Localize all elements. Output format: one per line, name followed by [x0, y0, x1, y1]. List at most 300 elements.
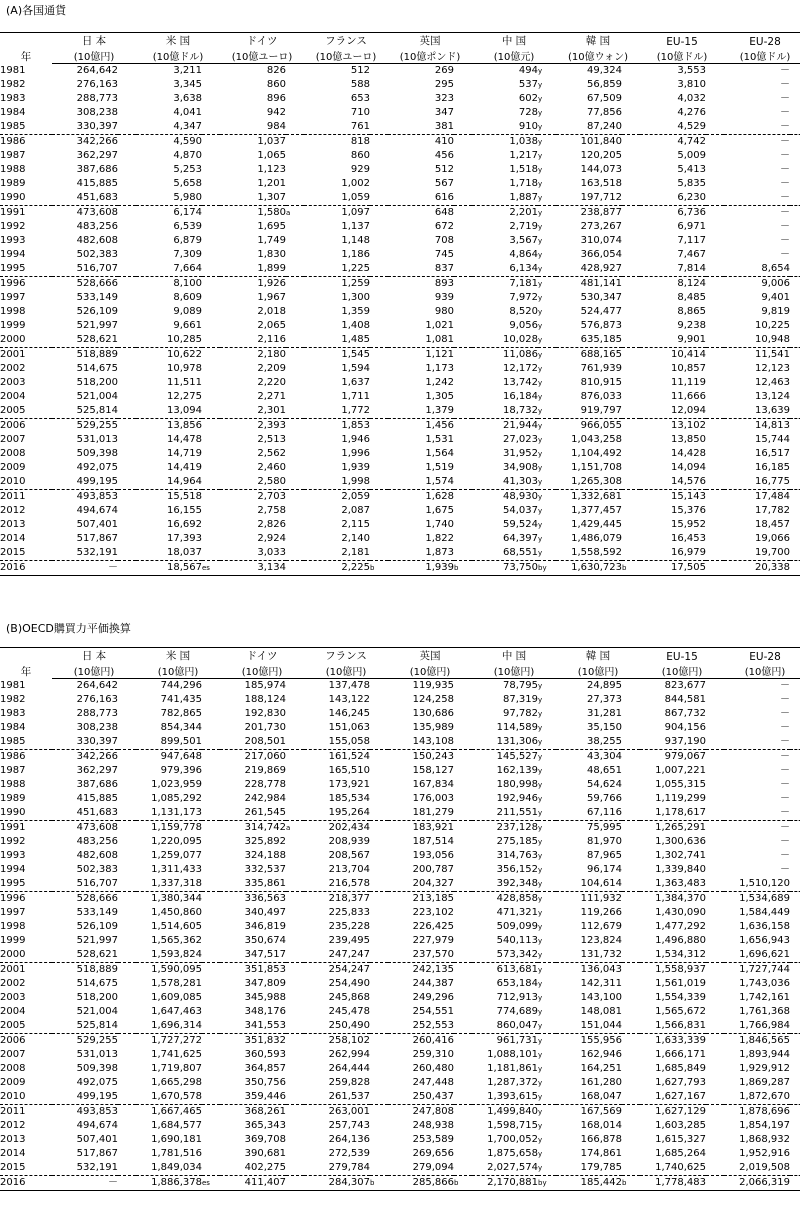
value-cell: 1,670,578: [136, 1090, 202, 1105]
note-mark: [118, 404, 136, 419]
note-mark: [286, 863, 304, 877]
note-mark: [790, 404, 800, 419]
table-row: [0, 1119, 800, 1133]
note-mark: [706, 1147, 724, 1161]
value-cell: 823,677: [664, 680, 707, 691]
table-row: [0, 1147, 800, 1161]
note-mark: [706, 504, 724, 518]
year-cell: 1994: [0, 249, 26, 260]
value-cell: 1,690,181: [151, 1134, 202, 1145]
value-cell: 2,703: [257, 491, 286, 502]
value-cell: 356,152: [496, 864, 539, 875]
value-cell: 8,865: [677, 306, 707, 317]
note-mark: [790, 679, 800, 694]
value-cell: 1,265,308: [556, 475, 622, 490]
note-mark: [454, 1005, 472, 1019]
value-cell: 1,718: [509, 178, 539, 189]
year-cell: 1995: [0, 262, 52, 277]
note-mark: [706, 348, 724, 363]
table-row: [0, 319, 800, 333]
value-cell: 269,656: [412, 1148, 455, 1159]
note-mark: [118, 721, 136, 735]
note-mark: [286, 806, 304, 821]
note-mark: [622, 191, 640, 206]
note-mark: [790, 475, 800, 490]
note-mark: [622, 1019, 640, 1034]
note-mark: b: [454, 1176, 472, 1191]
note-mark: [454, 693, 472, 707]
value-cell: 1,337,318: [136, 877, 202, 892]
note-mark: [706, 707, 724, 721]
value-cell: 2,180: [257, 349, 286, 360]
note-mark: [202, 1034, 220, 1049]
value-cell: 136,043: [580, 964, 623, 975]
value-cell: 471,321: [496, 907, 539, 918]
note-mark: [286, 191, 304, 206]
note-mark: [706, 877, 724, 892]
value-cell: 168,014: [580, 1120, 623, 1131]
value-cell: 31,281: [587, 708, 623, 719]
note-mark: [286, 106, 304, 120]
note-mark: [454, 447, 472, 461]
note-mark: y: [538, 1108, 543, 1116]
value-cell: 192,830: [244, 708, 286, 719]
year-cell: 1999: [0, 320, 26, 331]
value-cell: 250,437: [388, 1090, 454, 1105]
value-cell: 167,834: [412, 779, 455, 790]
note-mark: [286, 1161, 304, 1176]
note-mark: [706, 892, 724, 907]
note-mark: [118, 561, 136, 576]
note-mark: [118, 1147, 136, 1161]
note-mark: [202, 1119, 220, 1133]
year-cell: 2008: [0, 448, 26, 459]
value-cell: 528,666: [76, 893, 118, 904]
value-cell: 728: [518, 107, 539, 118]
note-mark: [706, 821, 724, 836]
year-cell: 1998: [0, 921, 26, 932]
note-mark: [454, 234, 472, 248]
value-cell: 1,485: [304, 333, 370, 348]
value-cell: 525,814: [52, 1019, 118, 1034]
value-cell: 1,456: [425, 420, 455, 431]
note-mark: [286, 750, 304, 765]
note-mark: [118, 1119, 136, 1133]
note-mark: [706, 679, 724, 694]
note-mark: [454, 291, 472, 305]
note-mark: [202, 220, 220, 234]
value-cell: 223,102: [412, 907, 455, 918]
value-cell: 192,946: [496, 793, 539, 804]
year-cell: 1981: [0, 679, 26, 691]
note-mark: [118, 1176, 136, 1191]
column-unit: (10億元): [472, 48, 556, 64]
value-cell: 540,113: [496, 935, 539, 946]
note-mark: [622, 1062, 640, 1076]
note-mark: [622, 305, 640, 319]
value-cell: 155,956: [580, 1035, 623, 1046]
note-mark: by: [538, 1176, 556, 1191]
note-mark: [622, 546, 640, 561]
note-mark: y: [538, 909, 543, 917]
table-row: [0, 1034, 800, 1049]
value-cell: 402,275: [220, 1161, 286, 1176]
value-cell: 966,055: [580, 420, 623, 431]
year-cell: 1997: [0, 292, 26, 303]
note-mark: [286, 92, 304, 106]
year-cell: 1993: [0, 235, 26, 246]
value-cell: 211,551: [472, 806, 538, 821]
value-cell: 341,553: [220, 1019, 286, 1034]
value-cell: 528,621: [52, 333, 118, 348]
value-cell: 2,087: [341, 505, 371, 516]
note-mark: [370, 721, 388, 735]
note-mark: [622, 461, 640, 475]
value-cell: 264,642: [76, 65, 118, 76]
value-cell: 1,740: [425, 519, 455, 530]
value-cell: －: [780, 680, 791, 691]
value-cell: 330,397: [52, 735, 118, 750]
value-cell: 239,495: [328, 935, 371, 946]
value-cell: 1,636,158: [739, 921, 791, 932]
year-cell: 1985: [0, 120, 52, 135]
year-cell: 1982: [0, 79, 26, 90]
value-cell: 1,656,943: [739, 935, 791, 946]
table-row: [0, 806, 800, 821]
note-mark: [790, 390, 800, 404]
note-mark: [706, 262, 724, 277]
value-cell: 16,453: [671, 533, 707, 544]
note-mark: [790, 721, 800, 735]
note-mark: [622, 892, 640, 907]
value-cell: 567: [434, 178, 455, 189]
note-mark: [118, 735, 136, 750]
note-mark: [118, 518, 136, 532]
note-mark: [370, 1119, 388, 1133]
note-mark: [622, 778, 640, 792]
note-mark: [790, 806, 800, 821]
note-mark: y: [538, 450, 543, 458]
table-row: [0, 1161, 800, 1176]
value-cell: 526,109: [76, 306, 118, 317]
note-mark: [118, 149, 136, 163]
note-mark: b: [370, 1176, 388, 1191]
note-mark: [454, 750, 472, 765]
note-mark: [706, 835, 724, 849]
note-mark: [454, 849, 472, 863]
year-cell: 1982: [0, 694, 26, 705]
note-mark: [202, 750, 220, 765]
value-cell: 1,514,605: [151, 921, 202, 932]
note-mark: [202, 191, 220, 206]
value-cell: 1,363,483: [640, 877, 706, 892]
value-cell: 185,974: [244, 680, 286, 691]
value-cell: 7,181: [509, 278, 539, 289]
note-mark: [286, 963, 304, 978]
value-cell: 185,534: [328, 793, 371, 804]
value-cell: 208,567: [328, 850, 371, 861]
value-cell: 507,401: [76, 519, 118, 530]
value-cell: 745: [434, 249, 455, 260]
value-cell: 4,864: [509, 249, 539, 260]
value-cell: 245,868: [328, 992, 371, 1003]
note-mark: [454, 1062, 472, 1076]
year-header: 年: [0, 33, 52, 64]
note-mark: [706, 433, 724, 447]
note-mark: [118, 849, 136, 863]
note-mark: [202, 778, 220, 792]
note-mark: [118, 679, 136, 694]
value-cell: 528,666: [76, 278, 118, 289]
value-cell: 712,913: [496, 992, 539, 1003]
note-mark: [790, 977, 800, 991]
value-cell: 473,608: [76, 207, 118, 218]
note-mark: [118, 348, 136, 363]
note-mark: [622, 206, 640, 221]
note-mark: y: [538, 806, 556, 821]
value-cell: 1,749: [257, 235, 286, 246]
value-cell: 6,879: [173, 235, 202, 246]
value-cell: 9,401: [761, 292, 791, 303]
value-cell: 18,567: [136, 561, 202, 576]
value-cell: 6,539: [173, 221, 202, 232]
note-mark: [706, 319, 724, 333]
value-cell: 1,830: [257, 249, 286, 260]
value-cell: 1,578,281: [151, 978, 202, 989]
value-cell: 16,517: [755, 448, 791, 459]
year-cell: 2011: [0, 1106, 26, 1117]
note-mark: [622, 1133, 640, 1147]
column-unit: (10億円): [52, 663, 136, 679]
value-cell: 365,343: [244, 1120, 286, 1131]
value-cell: 254,490: [328, 978, 371, 989]
value-cell: 226,425: [412, 921, 455, 932]
value-cell: 12,094: [640, 404, 706, 419]
value-cell: 11,511: [167, 377, 202, 388]
table-row: [0, 532, 800, 546]
note-mark: y: [538, 1051, 543, 1059]
note-mark: [202, 920, 220, 934]
table-row: [0, 220, 800, 234]
value-cell: 8,124: [677, 278, 707, 289]
value-cell: 533,149: [76, 292, 118, 303]
note-mark: [118, 778, 136, 792]
currency-table: [0, 32, 800, 576]
note-mark: [622, 177, 640, 191]
note-mark: y: [538, 1136, 543, 1144]
table-row: [0, 475, 800, 490]
note-mark: [790, 906, 800, 920]
value-cell: －: [780, 164, 791, 175]
note-mark: [454, 475, 472, 490]
value-cell: 1,545: [341, 349, 371, 360]
value-cell: 264,444: [328, 1063, 371, 1074]
note-mark: [202, 679, 220, 694]
value-cell: 1,186: [341, 249, 371, 260]
note-mark: y: [538, 95, 543, 103]
value-cell: 1,300,636: [655, 836, 707, 847]
value-cell: 112,679: [580, 921, 623, 932]
note-mark: [790, 948, 800, 963]
value-cell: 518,889: [76, 964, 118, 975]
column-header: EU-15: [640, 33, 724, 49]
note-mark: [118, 821, 136, 836]
table-row: [0, 518, 800, 532]
value-cell: 185,442: [556, 1176, 622, 1191]
value-cell: 1,727,744: [739, 964, 791, 975]
value-cell: 14,719: [167, 448, 202, 459]
value-cell: 482,608: [76, 850, 118, 861]
note-mark: [118, 948, 136, 963]
note-mark: [454, 277, 472, 292]
value-cell: 1,486,079: [571, 533, 623, 544]
note-mark: y: [538, 937, 543, 945]
note-mark: [118, 78, 136, 92]
value-cell: 11,666: [671, 391, 707, 402]
note-mark: [622, 693, 640, 707]
value-cell: 517,867: [76, 1148, 118, 1159]
column-header: EU-15: [640, 648, 724, 664]
value-cell: 219,869: [244, 765, 286, 776]
note-mark: [706, 163, 724, 177]
value-cell: 1,743,036: [739, 978, 791, 989]
value-cell: 1,499,840: [487, 1106, 539, 1117]
table-row: [0, 735, 800, 750]
note-mark: y: [538, 546, 556, 561]
value-cell: 530,347: [580, 292, 623, 303]
note-mark: [286, 693, 304, 707]
note-mark: [202, 1105, 220, 1120]
value-cell: 7,972: [509, 292, 539, 303]
note-mark: [286, 546, 304, 561]
value-cell: 7,117: [677, 235, 707, 246]
note-mark: [118, 1034, 136, 1049]
value-cell: 1,088,101: [487, 1049, 539, 1060]
table-row: [0, 561, 800, 576]
note-mark: y: [538, 333, 556, 348]
value-cell: 242,135: [412, 964, 455, 975]
table-row: [0, 291, 800, 305]
value-cell: 507,401: [76, 1134, 118, 1145]
note-mark: [286, 892, 304, 907]
value-cell: 259,828: [328, 1077, 371, 1088]
note-mark: [706, 721, 724, 735]
note-mark: [706, 305, 724, 319]
table-row: [0, 835, 800, 849]
note-mark: [790, 348, 800, 363]
note-mark: [202, 906, 220, 920]
note-mark: [622, 163, 640, 177]
note-mark: [622, 977, 640, 991]
note-mark: [118, 750, 136, 765]
note-mark: y: [538, 753, 543, 761]
value-cell: 942: [266, 107, 286, 118]
note-mark: [118, 277, 136, 292]
note-mark: [286, 835, 304, 849]
note-mark: [790, 863, 800, 877]
value-cell: 979,396: [160, 765, 202, 776]
note-mark: [790, 1076, 800, 1090]
note-mark: [706, 849, 724, 863]
note-mark: [202, 1005, 220, 1019]
note-mark: [790, 877, 800, 892]
note-mark: [118, 532, 136, 546]
table-row: [0, 404, 800, 419]
note-mark: [622, 248, 640, 262]
value-cell: 104,614: [556, 877, 622, 892]
note-mark: [202, 433, 220, 447]
value-cell: 688,165: [580, 349, 623, 360]
value-cell: 181,279: [388, 806, 454, 821]
value-cell: 1,201: [257, 178, 286, 189]
note-mark: [286, 1176, 304, 1191]
note-mark: [118, 376, 136, 390]
note-mark: [118, 1090, 136, 1105]
value-cell: 101,840: [580, 136, 623, 147]
note-mark: [706, 792, 724, 806]
value-cell: 262,994: [328, 1049, 371, 1060]
value-cell: 9,901: [640, 333, 706, 348]
note-mark: [790, 78, 800, 92]
value-cell: 13,856: [167, 420, 202, 431]
note-mark: [622, 806, 640, 821]
note-mark: [706, 1176, 724, 1191]
value-cell: 242,984: [244, 793, 286, 804]
value-cell: 351,853: [244, 964, 286, 975]
year-cell: 2001: [0, 964, 26, 975]
value-cell: 528,621: [52, 948, 118, 963]
table-row: [0, 906, 800, 920]
note-mark: [202, 447, 220, 461]
value-cell: 173,921: [328, 779, 371, 790]
note-mark: y: [538, 866, 543, 874]
value-cell: 218,377: [328, 893, 371, 904]
value-cell: 6,230: [640, 191, 706, 206]
note-mark: y: [538, 120, 556, 135]
note-mark: [622, 120, 640, 135]
note-mark: [370, 78, 388, 92]
value-cell: 6,134: [472, 262, 538, 277]
value-cell: 648: [434, 207, 455, 218]
value-cell: 1,119,299: [655, 793, 707, 804]
value-cell: 27,023: [503, 434, 539, 445]
table-row: [0, 693, 800, 707]
value-cell: 18,732: [472, 404, 538, 419]
note-mark: [706, 778, 724, 792]
note-mark: [454, 1048, 472, 1062]
note-mark: [706, 764, 724, 778]
value-cell: 163,518: [580, 178, 623, 189]
note-mark: [454, 163, 472, 177]
note-mark: y: [538, 393, 543, 401]
note-mark: [370, 504, 388, 518]
note-mark: y: [538, 351, 543, 359]
value-cell: 483,256: [76, 836, 118, 847]
note-mark: [706, 333, 724, 348]
note-mark: [454, 1133, 472, 1147]
note-mark: [706, 1062, 724, 1076]
note-mark: [454, 319, 472, 333]
value-cell: 1,311,433: [151, 864, 202, 875]
note-mark: [286, 461, 304, 475]
note-mark: [118, 262, 136, 277]
note-mark: [118, 546, 136, 561]
value-cell: 4,041: [173, 107, 202, 118]
value-cell: 10,285: [136, 333, 202, 348]
value-cell: 588: [350, 79, 371, 90]
note-mark: [202, 948, 220, 963]
note-mark: [202, 92, 220, 106]
